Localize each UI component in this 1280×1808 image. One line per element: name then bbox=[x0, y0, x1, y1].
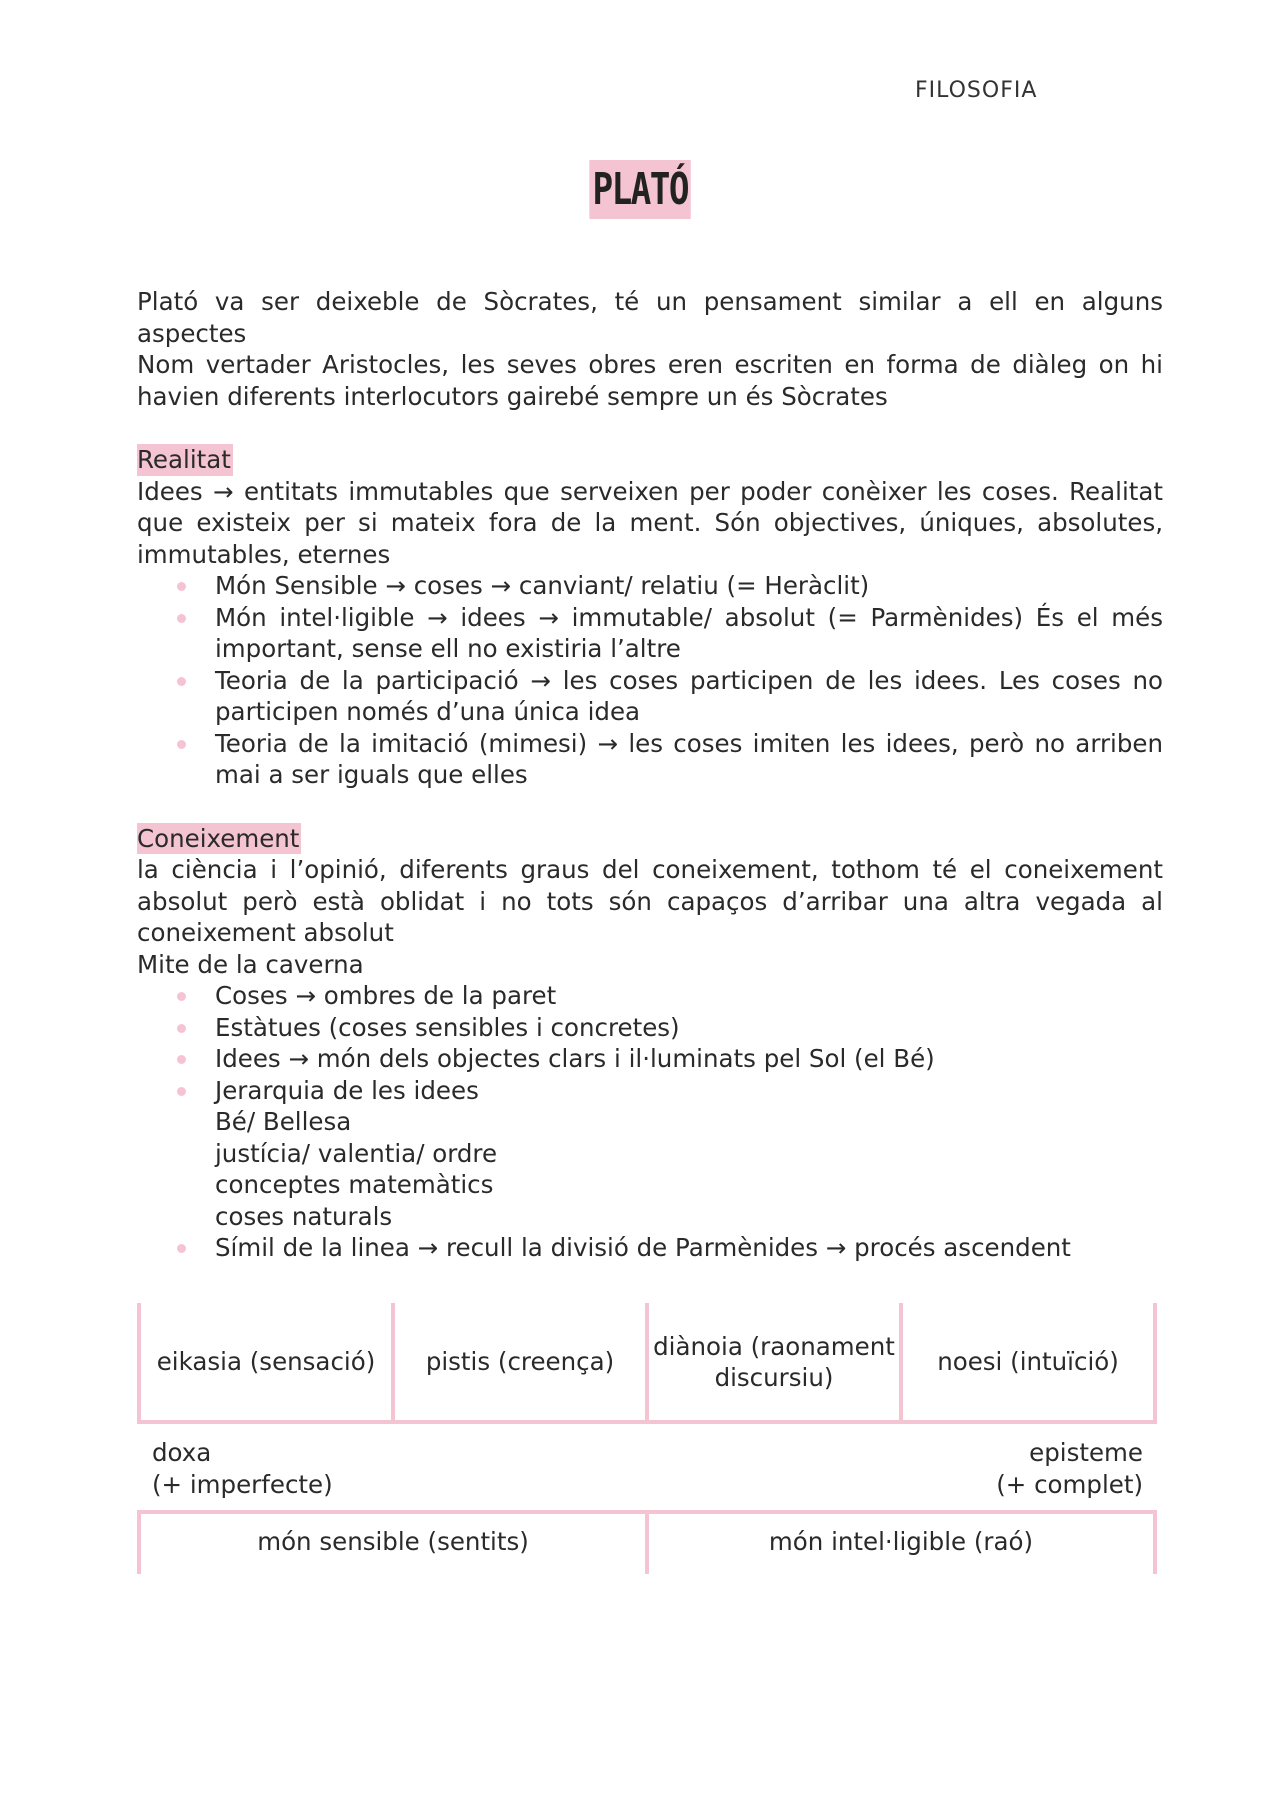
bullet-icon bbox=[177, 677, 186, 686]
bullet-icon bbox=[177, 1244, 186, 1253]
list-item-text: Símil de la linea → recull la divisió de Parmènides → procés ascendent bbox=[215, 1233, 1071, 1262]
bullet-icon bbox=[177, 992, 186, 1001]
table-cell-pistis: pistis (creença) bbox=[391, 1303, 645, 1420]
list-item-text: Estàtues (coses sensibles i concretes) bbox=[215, 1012, 680, 1042]
spacer bbox=[137, 791, 1163, 823]
table-cell-mon-sensible: món sensible (sentits) bbox=[137, 1514, 645, 1574]
bullet-icon bbox=[177, 1024, 186, 1033]
list-item-text: Coses → ombres de la paret bbox=[215, 981, 557, 1010]
bullet-icon bbox=[177, 1087, 186, 1096]
list-item bbox=[137, 570, 1163, 602]
mite-caverna-label: Mite de la caverna bbox=[137, 949, 364, 979]
doxa-title: doxa bbox=[152, 1438, 212, 1467]
table-cell-mon-intelligible: món intel·ligible (raó) bbox=[645, 1514, 1157, 1574]
list-item bbox=[137, 1012, 1163, 1044]
table-cell-noesi: noesi (intuïció) bbox=[899, 1303, 1157, 1420]
intro-paragraph-1: Plató va ser deixeble de Sòcrates, té un pensament similar a ell en alguns aspectes bbox=[137, 287, 1163, 348]
jerarquia-line: conceptes matemàtics bbox=[215, 1170, 494, 1199]
jerarquia-line: justícia/ valentia/ ordre bbox=[215, 1138, 498, 1168]
jerarquia-label: Jerarquia de les idees bbox=[215, 1075, 479, 1105]
page-title: PLATÓ bbox=[589, 160, 691, 219]
subject-header: FILOSOFIA bbox=[915, 78, 1038, 103]
coneixement-list bbox=[137, 980, 1163, 1264]
worlds-table bbox=[137, 1510, 1157, 1574]
document-body bbox=[137, 286, 1163, 1264]
list-item bbox=[137, 1043, 1163, 1075]
realitat-text: Idees → entitats immutables que serveixen per poder conèixer les coses. Realitat que existeix per si mateix fora de la ment. Són objectives, úniques, absolutes, immutables, eternes bbox=[137, 476, 1163, 569]
list-item bbox=[137, 1232, 1163, 1264]
doxa-label bbox=[152, 1437, 333, 1501]
title-wrapper bbox=[0, 160, 1280, 219]
table-cell-dianoia: diànoia (raonament discursiu) bbox=[645, 1303, 899, 1420]
bullet-icon bbox=[177, 614, 186, 623]
coneixement-text: la ciència i l’opinió, diferents graus del coneixement, tothom té el coneixement absolut però està oblidat i no tots són capaços d’arribar una altra vegada al coneixement absolut bbox=[137, 855, 1163, 947]
spacer bbox=[137, 412, 1163, 444]
jerarquia-line: Bé/ Bellesa bbox=[215, 1107, 352, 1136]
list-item-text: Món Sensible → coses → canviant/ relatiu (= Heràclit) bbox=[215, 571, 870, 600]
list-item-text: Teoria de la participació → les coses participen de les idees. Les coses no participen només d’una única idea bbox=[215, 665, 1163, 726]
episteme-note: (+ complet) bbox=[996, 1470, 1143, 1499]
bullet-icon bbox=[177, 740, 186, 749]
episteme-title: episteme bbox=[1029, 1438, 1143, 1467]
list-item bbox=[137, 602, 1163, 665]
doxa-note: (+ imperfecte) bbox=[152, 1470, 333, 1499]
divided-line-table bbox=[137, 1303, 1157, 1424]
bullet-icon bbox=[177, 582, 186, 591]
list-item-text: Teoria de la imitació (mimesi) → les coses imiten les idees, però no arriben mai a ser iguals que elles bbox=[215, 728, 1163, 789]
list-item bbox=[137, 980, 1163, 1012]
bullet-icon bbox=[177, 1055, 186, 1064]
list-item bbox=[137, 728, 1163, 791]
intro-paragraph-2: Nom vertader Aristocles, les seves obres eren escriten en forma de diàleg on hi havien diferents interlocutors gairebé sempre un és Sòcrates bbox=[137, 350, 1163, 411]
episteme-label bbox=[996, 1437, 1143, 1501]
section-heading-coneixement: Coneixement bbox=[137, 823, 300, 853]
jerarquia-line: coses naturals bbox=[215, 1201, 393, 1231]
table-cell-eikasia: eikasia (sensació) bbox=[137, 1303, 391, 1420]
list-item-text: Món intel·ligible → idees → immutable/ absolut (= Parmènides) És el més important, sense ell no existiria l’altre bbox=[215, 602, 1163, 663]
list-item bbox=[137, 1075, 1163, 1233]
list-item-text: Idees → món dels objectes clars i il·luminats pel Sol (el Bé) bbox=[215, 1044, 935, 1073]
realitat-list bbox=[137, 570, 1163, 791]
list-item bbox=[137, 665, 1163, 728]
section-heading-realitat: Realitat bbox=[137, 445, 231, 474]
